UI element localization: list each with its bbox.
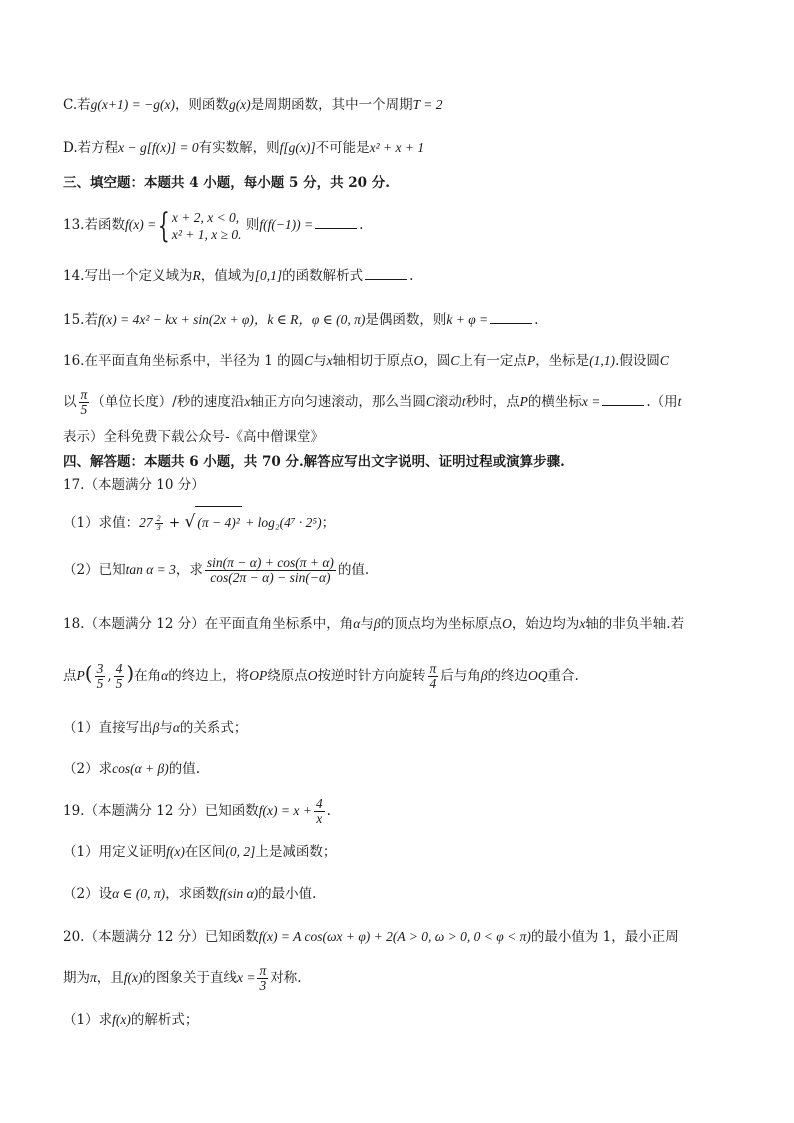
answer-blank xyxy=(602,404,644,406)
question-16-line-3: 表示）全科免费下载公众号-《高中僧课堂》 xyxy=(63,429,325,445)
question-20-part-1: （1）求f(x)的解析式； xyxy=(63,1012,199,1028)
fraction-4-5: $\frac{4}{5}$ xyxy=(115,660,123,691)
answer-blank xyxy=(490,322,532,324)
question-18-part-1: （1）直接写出β与α的关系式； xyxy=(63,720,248,736)
section-4-title: 四、解答题：本题共 6 小题，共 70 分.解答应写出文字说明、证明过程或演算步骤. xyxy=(63,454,565,470)
question-18-part-2: （2）求cos(α + β)的值. xyxy=(63,761,201,777)
trig-fraction: $\frac{\sin(\pi - \alpha) + \cos(\pi + \alpha)}{\cos(2\pi - \alpha) - \sin(-\alpha)}$ xyxy=(206,554,334,585)
sqrt-symbol: √ xyxy=(184,512,196,532)
question-18-line-1: 18.（本题满分 12 分）在平面直角坐标系中，角α与β的顶点均为坐标原点O，始边均为x轴的非负半轴.若 xyxy=(63,616,685,632)
piecewise-cases: x + 2, x < 0, x² + 1, x ≥ 0. xyxy=(171,209,242,242)
fraction-pi-over-5: $\frac{\pi}{5}$ xyxy=(80,386,88,417)
question-15: 15.若f(x) = 4x² − kx + sin(2x + φ)，k ∈ R，φ ∈ (0, π)是偶函数，则k + φ = . xyxy=(63,312,539,328)
fraction-4-over-x: $\frac{4}{x}$ xyxy=(315,795,323,826)
question-16-line-1: 16.在平面直角坐标系中，半径为 1 的圆C与x轴相切于原点O，圆C上有一定点P，坐标是(1,1).假设圆C xyxy=(63,353,669,369)
question-19-header: 19.（本题满分 12 分）已知函数f(x) = x + $\frac{4}{x}$ . xyxy=(63,795,331,826)
option-c: C.若g(x+1) = −g(x)，则函数g(x)是周期函数，其中一个周期T = 2 xyxy=(63,97,443,113)
question-14: 14.写出一个定义域为R，值域为[0,1]的函数解析式 . xyxy=(63,268,414,284)
question-20-line-1: 20.（本题满分 12 分）已知函数f(x) = A cos(ωx + φ) + 2(A > 0, ω > 0, 0 < φ < π)的最小值为 1，最小正周 xyxy=(63,929,679,945)
fraction-pi-over-4: $\frac{\pi}{4}$ xyxy=(429,660,437,691)
section-3-title: 三、填空题：本题共 4 小题，每小题 5 分，共 20 分. xyxy=(63,175,390,191)
left-brace: { xyxy=(158,205,170,246)
answer-blank xyxy=(365,278,407,280)
question-18-line-2: 点P( $\frac{3}{5}$ , $\frac{4}{5}$ )在角α的终边上，将OP绕原点O按逆时针方向旋转 $\frac{\pi}{4}$ 后与角β的终边OQ重合. xyxy=(63,660,579,691)
question-17-part-1: （1）求值：27 $\frac{2}{3}$ + √ (π − 4)² + log₂(4⁷ · 2⁵)； xyxy=(63,506,335,539)
answer-blank xyxy=(315,227,357,229)
exponent-fraction: $\frac{2}{3}$ xyxy=(156,513,161,532)
question-13: 13.若函数f(x) ={ x + 2, x < 0, x² + 1, x ≥ 0. 则f(f(−1)) = . xyxy=(63,205,364,246)
question-19-part-2: （2）设α ∈ (0, π)，求函数f(sin α)的最小值. xyxy=(63,886,317,902)
fraction-pi-over-3: $\frac{\pi}{3}$ xyxy=(259,962,267,993)
question-17-header: 17.（本题满分 10 分） xyxy=(63,477,205,493)
question-20-line-2: 期为π，且f(x)的图象关于直线x = $\frac{\pi}{3}$ 对称. xyxy=(63,962,302,993)
question-19-part-1: （1）用定义证明f(x)在区间(0, 2]上是减函数； xyxy=(63,844,337,860)
question-16-line-2: 以 $\frac{\pi}{5}$ （单位长度）/秒的速度沿x轴正方向匀速滚动，那么当圆C滚动t秒时，点P的横坐标x = .（用t xyxy=(63,386,682,417)
fraction-3-5: $\frac{3}{5}$ xyxy=(96,660,104,691)
option-d: D.若方程x − g[f(x)] = 0有实数解，则f[g(x)]不可能是x² + x + 1 xyxy=(63,140,425,156)
question-17-part-2: （2）已知tan α = 3，求 $\frac{\sin(\pi - \alpha) + \cos(\pi + \alpha)}{\cos(2\pi - \alpha) - \sin(-\alpha)}$ 的值. xyxy=(63,554,370,585)
